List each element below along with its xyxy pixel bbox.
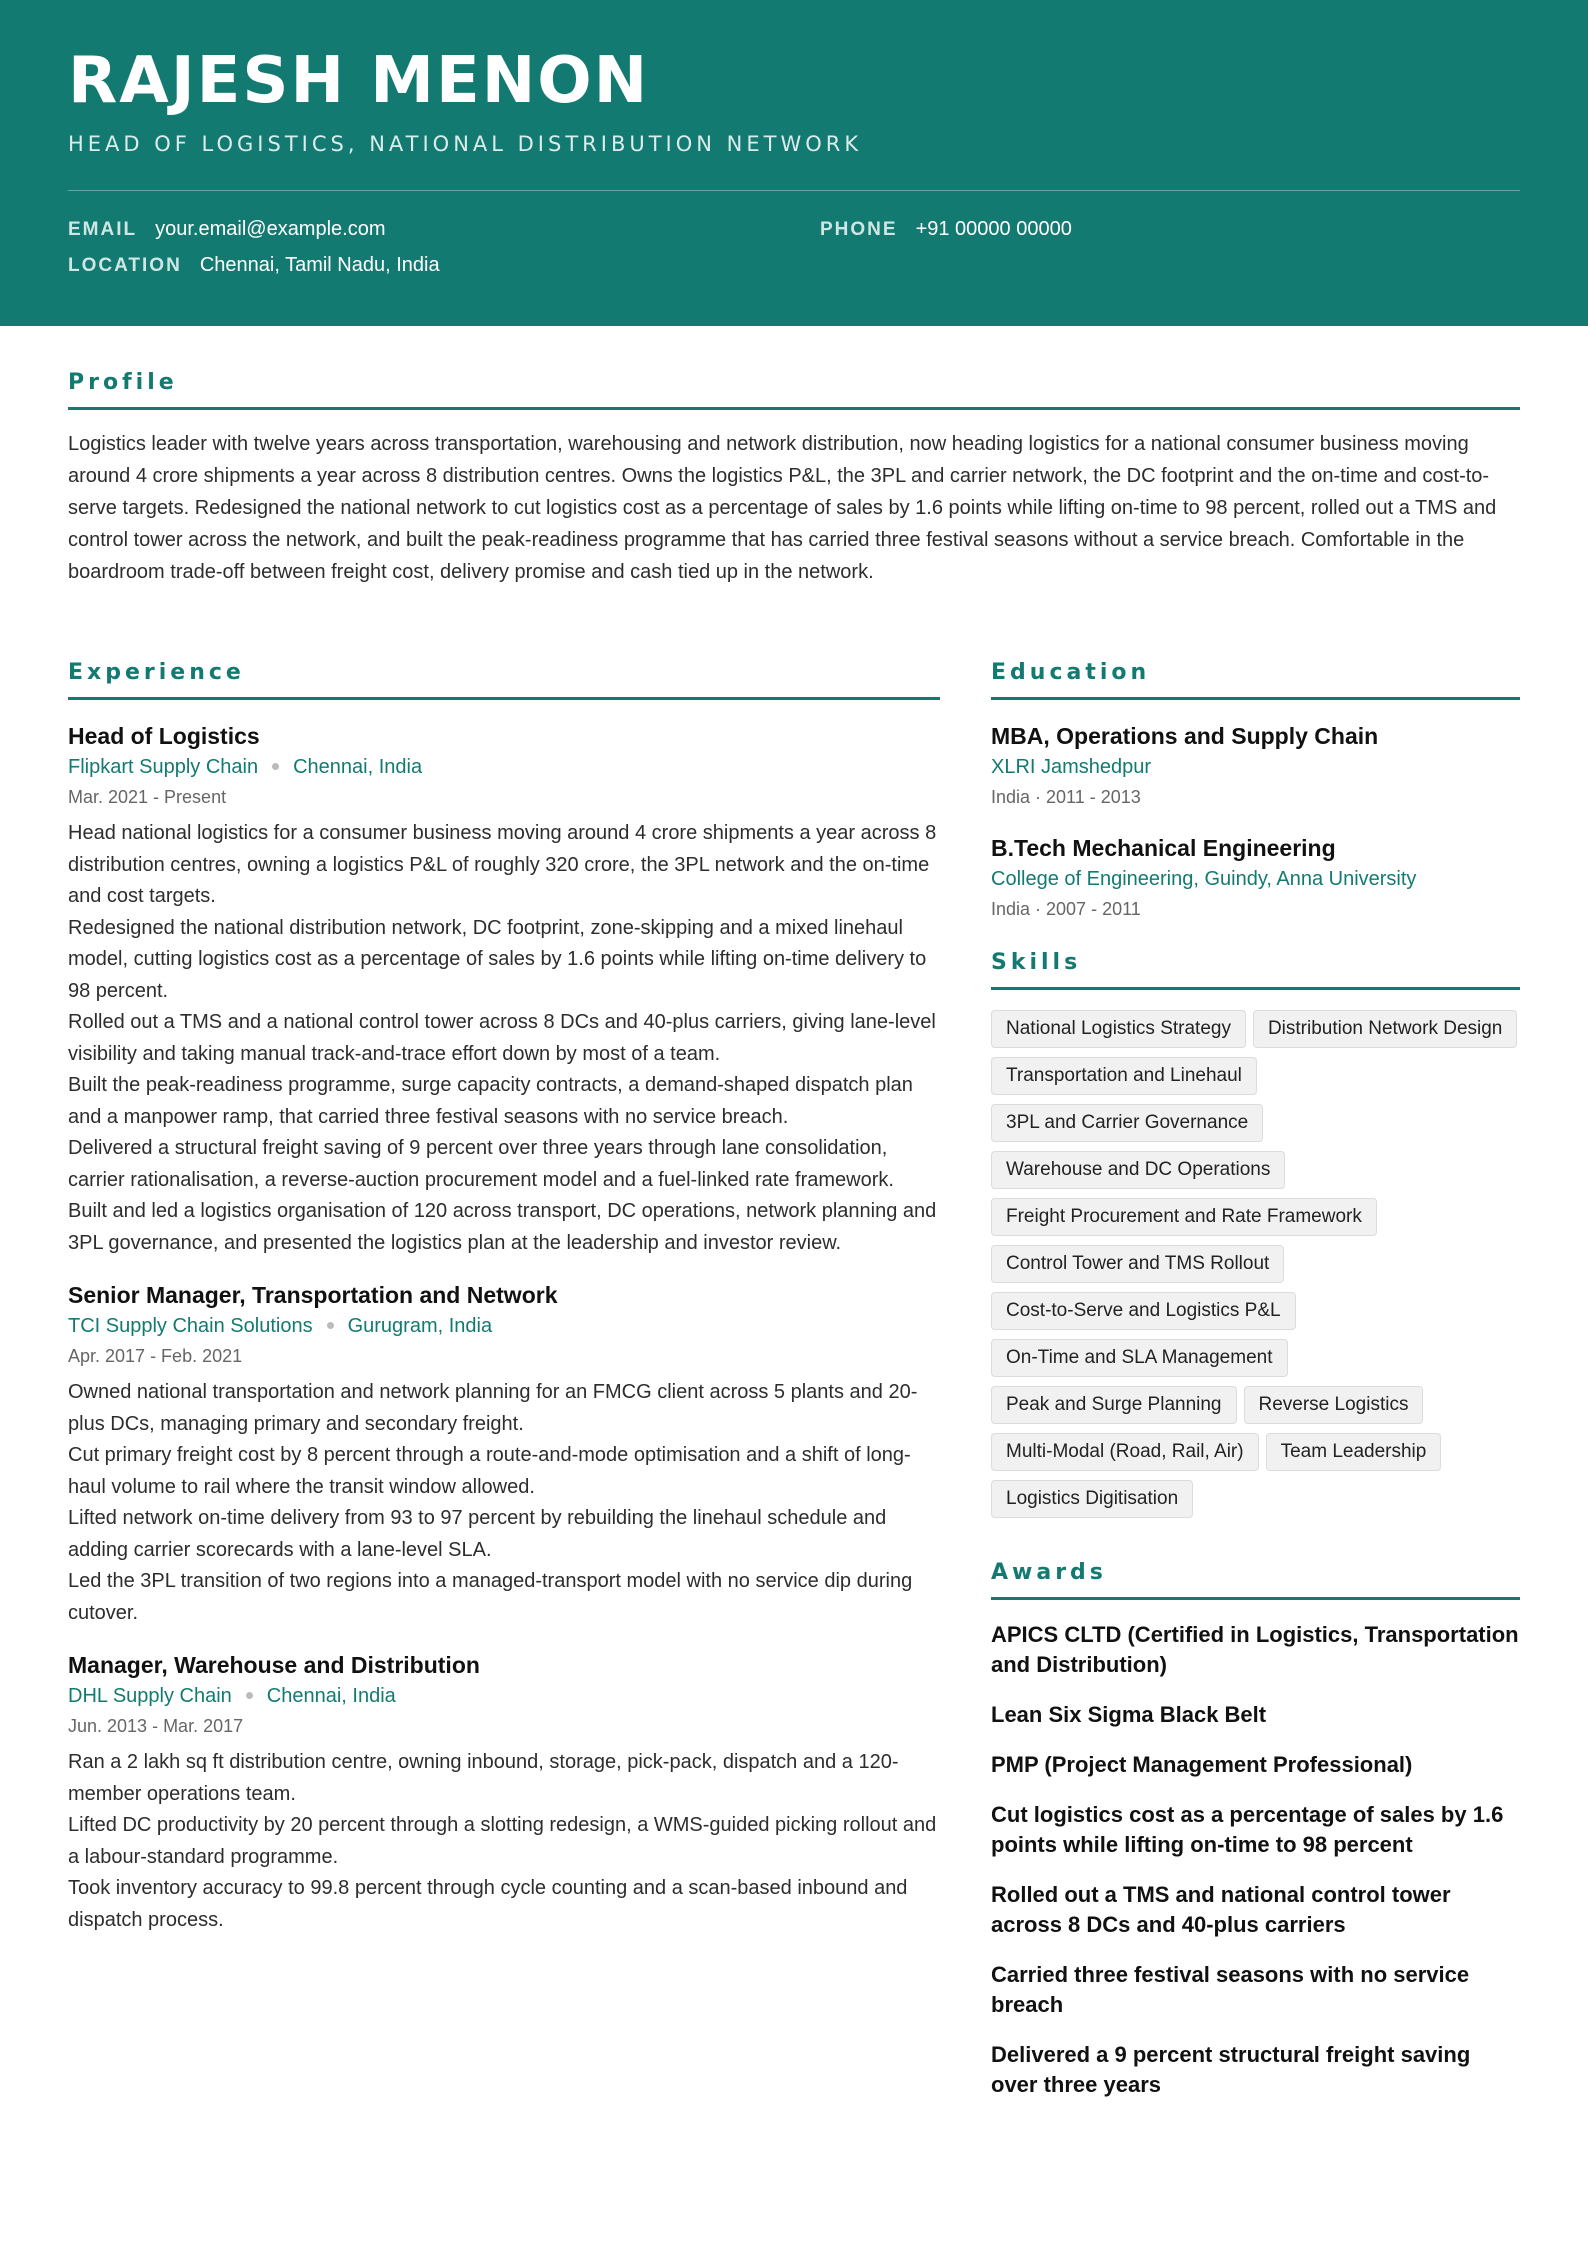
education-meta: India · 2007 - 2011 xyxy=(991,899,1141,919)
job-dates: Apr. 2017 - Feb. 2021 xyxy=(68,1346,243,1366)
experience-list xyxy=(68,720,940,1936)
education-school: College of Engineering, Guindy, Anna University xyxy=(991,868,1417,890)
job-entry xyxy=(68,1279,940,1629)
separator-dot-icon xyxy=(327,1322,334,1329)
job-bullet: Head national logistics for a consumer business moving around 4 crore shipments a year across 8 distribution centres, owning a logistics P&L of roughly 320 crore, the 3PL network and the on-time and cost targets. xyxy=(68,822,937,907)
job-bullet: Cut primary freight cost by 8 percent through a route-and-mode optimisation and a shift of long-haul volume to rail where the transit window allowed. xyxy=(68,1444,911,1498)
skill-tag: Warehouse and DC Operations xyxy=(991,1151,1285,1189)
location-value: Chennai, Tamil Nadu, India xyxy=(199,254,440,276)
education-list xyxy=(991,720,1520,924)
header-divider xyxy=(68,190,1520,191)
skill-tag: Reverse Logistics xyxy=(1244,1386,1424,1424)
experience-title: Experience xyxy=(68,660,940,700)
skill-tag: Team Leadership xyxy=(1266,1433,1442,1471)
awards-list xyxy=(991,1620,1520,2100)
skill-tag: Transportation and Linehaul xyxy=(991,1057,1257,1095)
skill-tag: Peak and Surge Planning xyxy=(991,1386,1237,1424)
location-label: LOCATION xyxy=(68,255,182,276)
education-school: XLRI Jamshedpur xyxy=(991,756,1152,778)
job-location: Gurugram, India xyxy=(347,1315,493,1337)
job-bullets xyxy=(68,818,940,1259)
education-entry xyxy=(991,720,1520,812)
job-location: Chennai, India xyxy=(293,756,423,778)
job-bullet: Lifted DC productivity by 20 percent through a slotting redesign, a WMS-guided picking rollout and a labour-standard programme. xyxy=(68,1814,937,1868)
job-title: Manager, Warehouse and Distribution xyxy=(68,1652,480,1678)
left-column xyxy=(68,660,940,1936)
skill-tag: Logistics Digitisation xyxy=(991,1480,1193,1518)
resume-header xyxy=(0,0,1588,326)
job-bullet: Redesigned the national distribution network, DC footprint, zone-skipping and a mixed linehaul model, cutting logistics cost as a percentage of sales by 1.6 points while lifting on-time delivery to 98 percent. xyxy=(68,916,927,1002)
award-item: Delivered a 9 percent structural freight saving over three years xyxy=(991,2042,1471,2097)
profile-section xyxy=(68,370,1520,588)
candidate-name: RAJESH MENON xyxy=(68,44,650,118)
job-bullet: Owned national transportation and network planning for an FMCG client across 5 plants and 20-plus DCs, managing primary and secondary freight. xyxy=(68,1381,918,1435)
job-bullets xyxy=(68,1377,940,1629)
job-entry xyxy=(68,720,940,1259)
education-degree: B.Tech Mechanical Engineering xyxy=(991,835,1336,861)
job-organization xyxy=(68,1681,940,1711)
skill-tag: Control Tower and TMS Rollout xyxy=(991,1245,1284,1283)
award-item: Rolled out a TMS and national control tower across 8 DCs and 40-plus carriers xyxy=(991,1882,1451,1937)
job-bullet: Took inventory accuracy to 99.8 percent through cycle counting and a scan-based inbound and dispatch process. xyxy=(68,1877,908,1931)
education-degree: MBA, Operations and Supply Chain xyxy=(991,723,1379,749)
job-dates: Mar. 2021 - Present xyxy=(68,787,227,807)
award-item: Carried three festival seasons with no service breach xyxy=(991,1962,1470,2017)
award-item: PMP (Project Management Professional) xyxy=(991,1752,1413,1777)
education-entry xyxy=(991,832,1520,924)
award-item: APICS CLTD (Certified in Logistics, Transportation and Distribution) xyxy=(991,1622,1519,1677)
job-bullet: Led the 3PL transition of two regions into a managed-transport model with no service dip during cutover. xyxy=(68,1570,913,1624)
job-bullet: Built the peak-readiness programme, surge capacity contracts, a demand-shaped dispatch plan and a manpower ramp, that carried three festival seasons with no service breach. xyxy=(68,1074,913,1128)
job-company: DHL Supply Chain xyxy=(68,1685,232,1707)
job-bullets xyxy=(68,1747,940,1936)
email-value[interactable]: your.email@example.com xyxy=(155,218,386,240)
award-item: Lean Six Sigma Black Belt xyxy=(991,1702,1267,1727)
job-company: TCI Supply Chain Solutions xyxy=(68,1315,313,1337)
job-bullet: Ran a 2 lakh sq ft distribution centre, owning inbound, storage, pick-pack, dispatch and a 120-member operations team. xyxy=(68,1751,899,1805)
job-bullet: Rolled out a TMS and a national control tower across 8 DCs and 40-plus carriers, giving lane-level visibility and taking manual track-and-trace effort down by most of a team. xyxy=(68,1011,936,1065)
skill-tag: National Logistics Strategy xyxy=(991,1010,1246,1048)
job-title: Senior Manager, Transportation and Network xyxy=(68,1282,558,1308)
job-bullet: Delivered a structural freight saving of 9 percent over three years through lane consolidation, carrier rationalisation, a reverse-auction procurement model and a fuel-linked rate framework. xyxy=(68,1137,894,1191)
skill-tag: Freight Procurement and Rate Framework xyxy=(991,1198,1377,1236)
skills-list xyxy=(991,1010,1520,1518)
phone-value[interactable]: +91 00000 00000 xyxy=(915,218,1072,240)
candidate-headline: HEAD OF LOGISTICS, NATIONAL DISTRIBUTION NETWORK xyxy=(68,132,863,156)
job-entry xyxy=(68,1649,940,1936)
job-bullet: Lifted network on-time delivery from 93 to 97 percent by rebuilding the linehaul schedule and adding carrier scorecards with a lane-level SLA. xyxy=(68,1507,887,1561)
contact-phone xyxy=(820,218,1072,241)
separator-dot-icon xyxy=(272,763,279,770)
award-item: Cut logistics cost as a percentage of sales by 1.6 points while lifting on-time to 98 percent xyxy=(991,1802,1504,1857)
profile-text: Logistics leader with twelve years across transportation, warehousing and network distribution, now heading logistics for a national consumer business moving around 4 crore shipments a year across 8 distribution centres. Owns the logistics P&L, the 3PL and carrier network, the DC footprint and the on-time and cost-to-serve targets. Redesigned the national network to cut logistics cost as a percentage of sales by 1.6 points while lifting on-time to 98 percent, rolled out a TMS and control tower across the network, and built the peak-readiness programme that has carried three festival seasons without a service breach. Comfortable in the boardroom trade-off between freight cost, delivery promise and cash tied up in the network. xyxy=(68,433,1497,583)
skill-tag: Cost-to-Serve and Logistics P&L xyxy=(991,1292,1296,1330)
email-label: EMAIL xyxy=(68,219,138,240)
education-meta: India · 2011 - 2013 xyxy=(991,787,1141,807)
skill-tag: Distribution Network Design xyxy=(1253,1010,1517,1048)
job-location: Chennai, India xyxy=(266,1685,396,1707)
job-title: Head of Logistics xyxy=(68,723,260,749)
job-dates: Jun. 2013 - Mar. 2017 xyxy=(68,1716,244,1736)
skill-tag: Multi-Modal (Road, Rail, Air) xyxy=(991,1433,1259,1471)
job-company: Flipkart Supply Chain xyxy=(68,756,259,778)
awards-title: Awards xyxy=(991,1560,1520,1600)
skill-tag: On-Time and SLA Management xyxy=(991,1339,1288,1377)
profile-title: Profile xyxy=(68,370,1520,410)
education-title: Education xyxy=(991,660,1520,700)
phone-label: PHONE xyxy=(820,219,898,240)
separator-dot-icon xyxy=(246,1692,253,1699)
right-column xyxy=(991,660,1520,2100)
skills-title: Skills xyxy=(991,950,1520,990)
job-organization xyxy=(68,752,940,782)
contact-location xyxy=(68,254,440,277)
job-organization xyxy=(68,1311,940,1341)
job-bullet: Built and led a logistics organisation of 120 across transport, DC operations, network planning and 3PL governance, and presented the logistics plan at the leadership and investor review. xyxy=(68,1200,937,1254)
skill-tag: 3PL and Carrier Governance xyxy=(991,1104,1263,1142)
contact-email xyxy=(68,218,386,241)
